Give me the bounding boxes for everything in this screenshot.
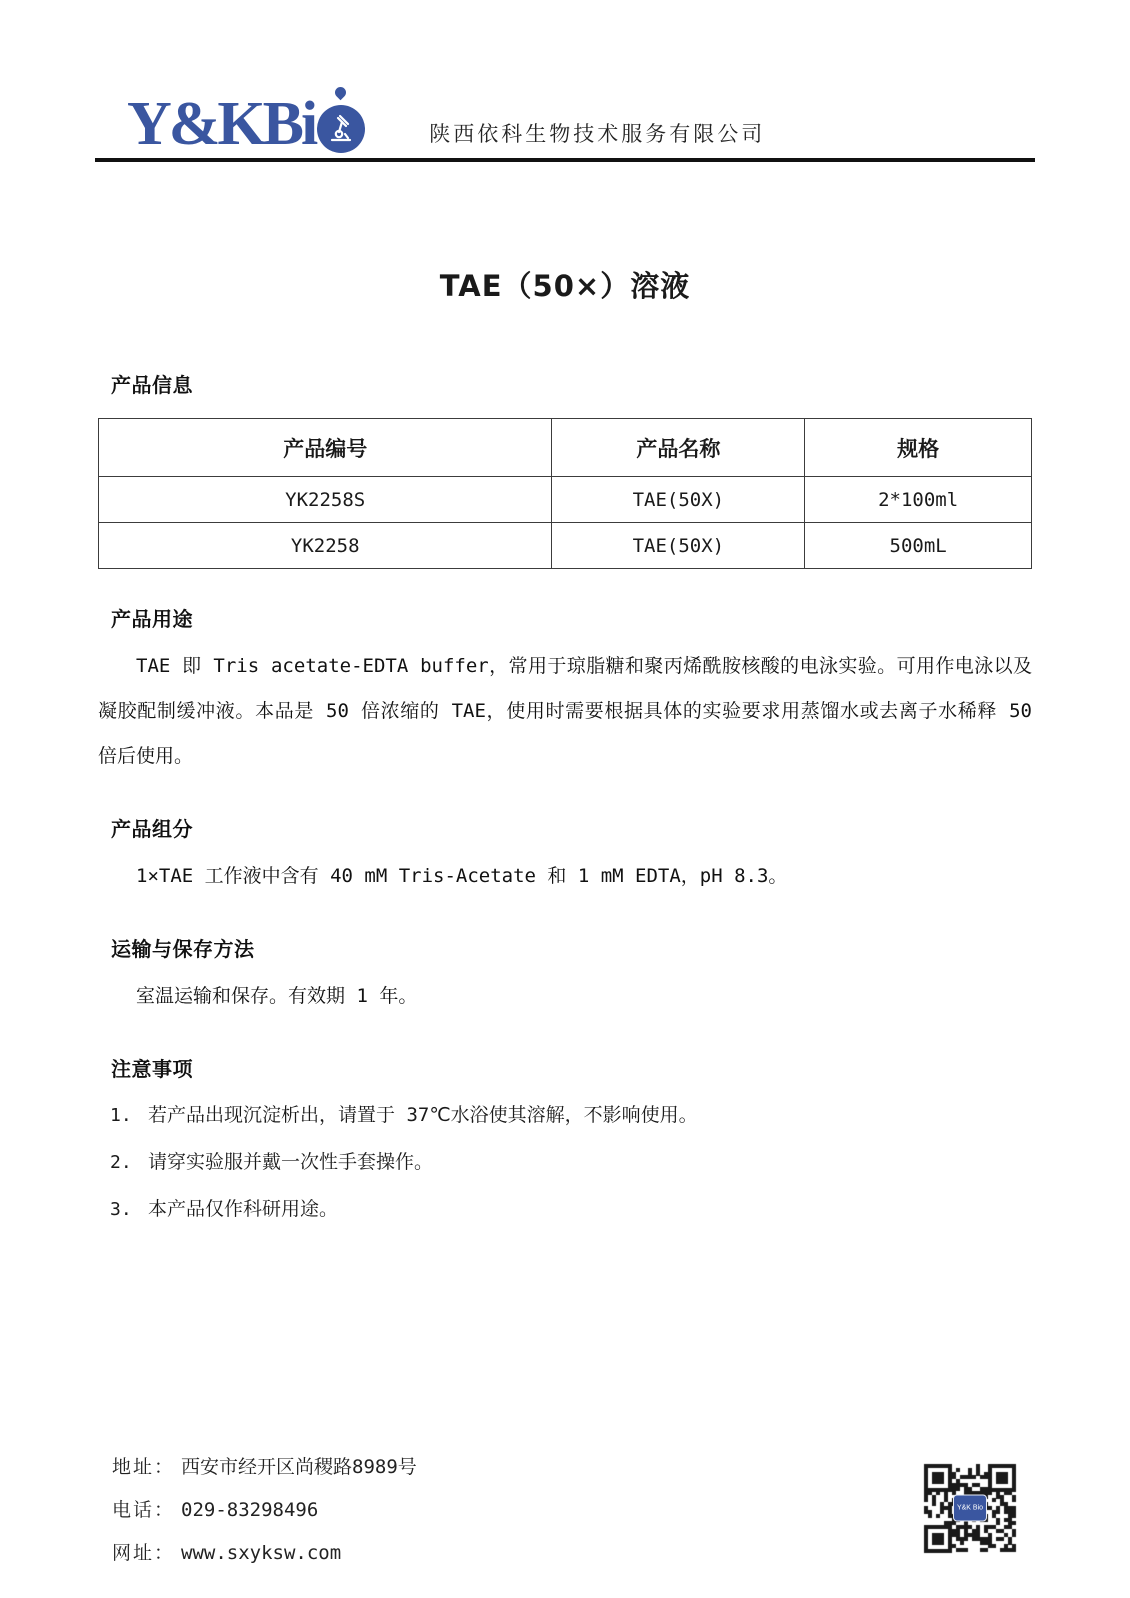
table-row (99, 477, 1032, 523)
footer-address-line (112, 1452, 417, 1478)
logo-text: Y&KBi (127, 90, 316, 158)
product-info-table (98, 418, 1032, 569)
document-title: TAE（50×）溶液 (439, 269, 691, 303)
page-footer (112, 1452, 417, 1564)
list-item (98, 1196, 1032, 1223)
section-heading-notes: 注意事项 (111, 1059, 193, 1081)
website-value: www.sxyksw.com (181, 1542, 342, 1564)
list-item-text: 若产品出现沉淀析出，请置于 37℃水浴使其溶解，不影响使用。 (148, 1104, 698, 1126)
cell-spec: 2*100ml (805, 477, 1032, 523)
list-item-number: 1. (110, 1105, 132, 1126)
cell-product-number: YK2258 (99, 523, 552, 569)
cell-product-name: TAE(50X) (552, 477, 805, 523)
cell-product-number: YK2258S (99, 477, 552, 523)
qr-code (920, 1460, 1020, 1556)
website-label: 网址： (112, 1543, 176, 1564)
logo-circle (317, 105, 365, 153)
list-item-number: 3. (110, 1199, 132, 1220)
section-heading-composition: 产品组分 (111, 819, 193, 841)
table-header-row (99, 419, 1032, 477)
notes-list (98, 1102, 1032, 1223)
footer-phone-line (112, 1495, 417, 1521)
company-logo (127, 90, 367, 158)
company-name: 陕西依科生物技术服务有限公司 (429, 122, 766, 146)
list-item-text: 请穿实验服并戴一次性手套操作。 (148, 1151, 434, 1173)
col-header-product-number: 产品编号 (99, 419, 552, 477)
list-item-text: 本产品仅作科研用途。 (148, 1198, 339, 1220)
header-divider (95, 158, 1035, 162)
list-item (98, 1102, 1032, 1129)
section-heading-product-info: 产品信息 (111, 375, 193, 397)
list-item-number: 2. (110, 1152, 132, 1173)
cell-product-name: TAE(50X) (552, 523, 805, 569)
droplet-icon (333, 85, 349, 101)
col-header-product-name: 产品名称 (552, 419, 805, 477)
section-heading-storage: 运输与保存方法 (111, 939, 255, 961)
table-row (99, 523, 1032, 569)
address-value: 西安市经开区尚稷路8989号 (181, 1456, 417, 1478)
list-item (98, 1149, 1032, 1176)
storage-text: 室温运输和保存。有效期 1 年。 (136, 985, 418, 1007)
phone-label: 电话： (112, 1500, 176, 1521)
cell-spec: 500mL (805, 523, 1032, 569)
section-heading-product-use: 产品用途 (111, 609, 193, 631)
logo-o-mark (317, 103, 367, 153)
address-label: 地址： (112, 1457, 176, 1478)
phone-value: 029-83298496 (181, 1499, 319, 1521)
page-header (0, 0, 1130, 162)
document-body (0, 369, 1130, 1223)
qr-center-logo: Y&K Bio (953, 1495, 987, 1522)
microscope-icon (326, 114, 356, 144)
footer-website-line (112, 1538, 417, 1564)
product-use-text: TAE 即 Tris acetate-EDTA buffer，常用于琼脂糖和聚丙烯酰胺核酸的电泳实验。可用作电泳以及凝胶配制缓冲液。本品是 50 倍浓缩的 TAE，使用时需要根据具体的实验要求用蒸馏水或去离子水稀释 50 倍后使用。 (98, 655, 1032, 767)
composition-text: 1×TAE 工作液中含有 40 mM Tris-Acetate 和 1 mM EDTA，pH 8.3。 (136, 865, 788, 887)
col-header-spec: 规格 (805, 419, 1032, 477)
